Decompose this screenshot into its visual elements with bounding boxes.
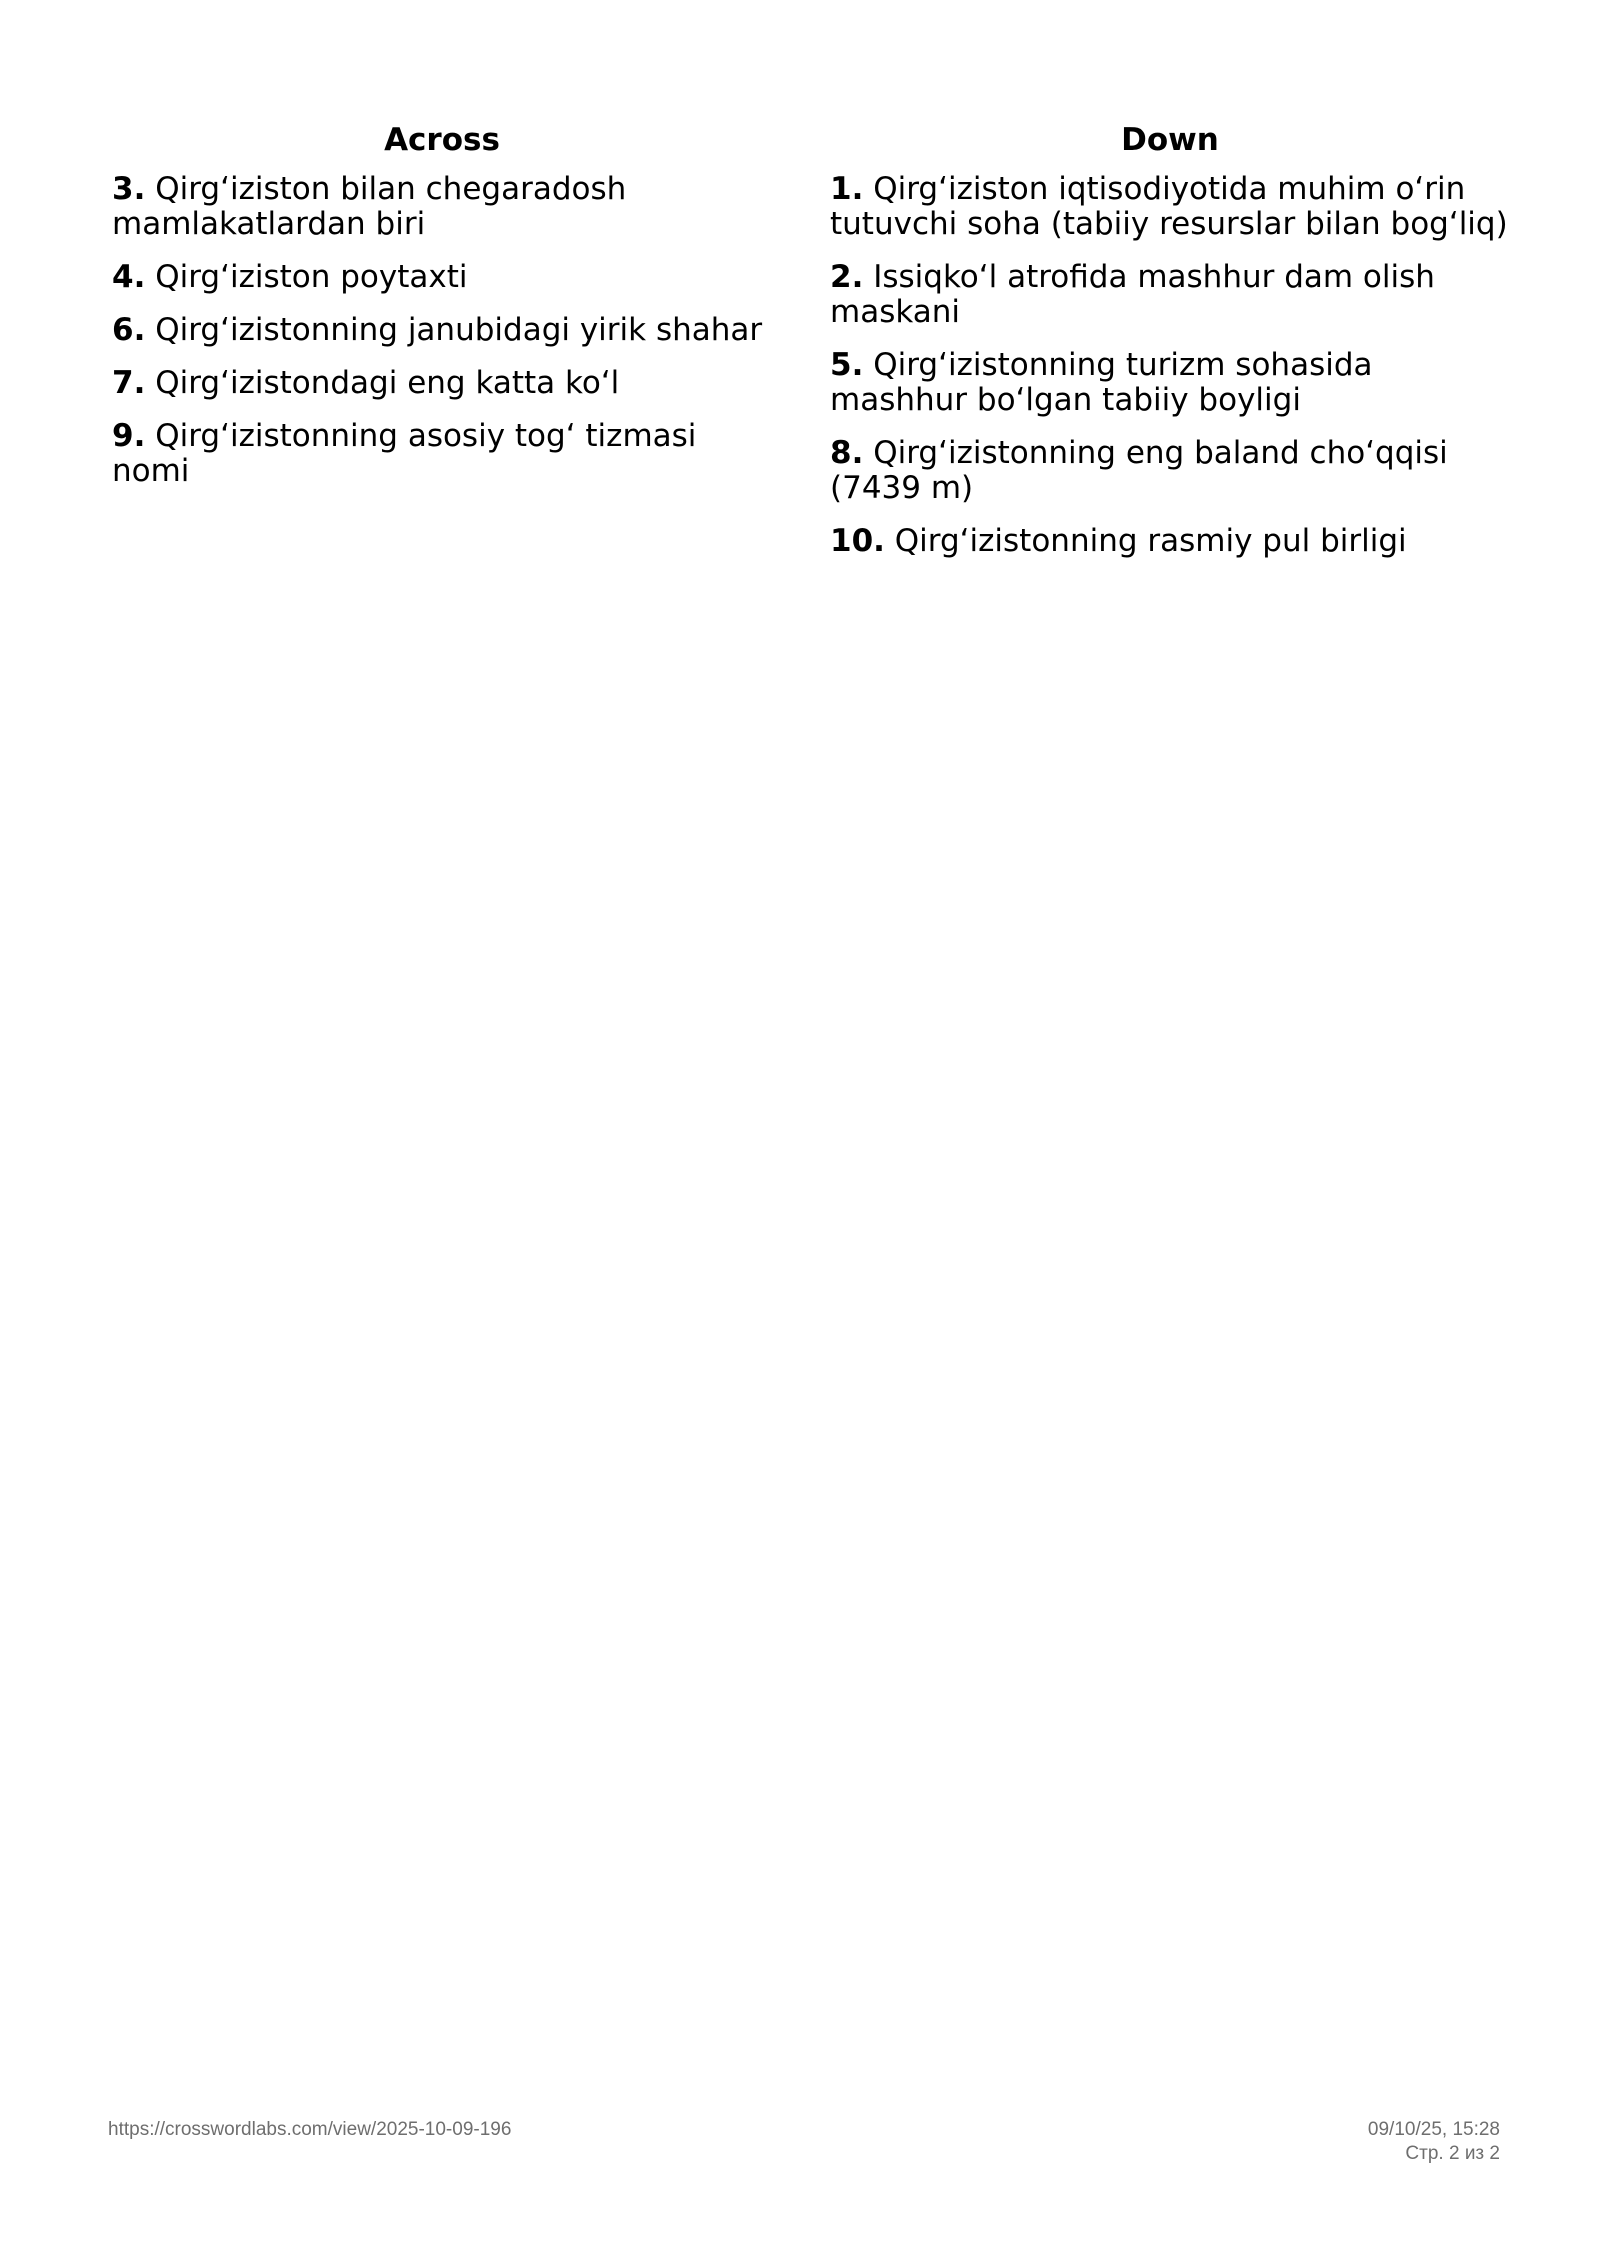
down-column xyxy=(830,118,1510,577)
across-column xyxy=(112,118,772,507)
clue-number: 9. xyxy=(112,418,146,454)
clue-number: 10. xyxy=(830,523,885,559)
clue-text: Issiqko‘l atrofida mashhur dam olish maskani xyxy=(830,259,1435,330)
clue-number: 8. xyxy=(830,435,864,471)
clue-text: Qirg‘iziston poytaxti xyxy=(155,259,468,295)
clue-text: Qirg‘izistonning rasmiy pul birligi xyxy=(894,523,1407,559)
clue-text: Qirg‘iziston bilan chegaradosh mamlakatlardan biri xyxy=(112,171,627,242)
clue-number: 3. xyxy=(112,171,146,207)
down-clue xyxy=(830,260,1510,330)
clue-text: Qirg‘iziston iqtisodiyotida muhim o‘rin tutuvchi soha (tabiiy resurslar bilan bog‘liq) xyxy=(830,171,1508,242)
clue-text: Qirg‘izistonning asosiy tog‘ tizmasi nomi xyxy=(112,418,697,489)
down-clue xyxy=(830,436,1510,506)
across-clue xyxy=(112,260,772,295)
down-clue xyxy=(830,524,1510,559)
clue-number: 6. xyxy=(112,312,146,348)
down-clue xyxy=(830,172,1510,242)
footer-datetime: 09/10/25, 15:28 xyxy=(1367,2119,1500,2140)
across-heading: Across xyxy=(384,122,500,158)
clue-number: 5. xyxy=(830,347,864,383)
footer-page-number: Стр. 2 из 2 xyxy=(1405,2143,1500,2164)
clue-text: Qirg‘izistonning janubidagi yirik shahar xyxy=(155,312,763,348)
clue-text: Qirg‘izistonning turizm sohasida mashhur bo‘lgan tabiiy boyligi xyxy=(830,347,1373,418)
clue-number: 4. xyxy=(112,259,146,295)
clue-number: 7. xyxy=(112,365,146,401)
across-clue xyxy=(112,172,772,242)
down-heading: Down xyxy=(1121,122,1219,158)
clue-number: 2. xyxy=(830,259,864,295)
across-clue xyxy=(112,313,772,348)
across-clue xyxy=(112,366,772,401)
across-clue xyxy=(112,419,772,489)
clue-text: Qirg‘izistondagi eng katta ko‘l xyxy=(155,365,620,401)
footer-url: https://crosswordlabs.com/view/2025-10-09-196 xyxy=(108,2119,512,2140)
down-clue xyxy=(830,348,1510,418)
clue-text: Qirg‘izistonning eng baland cho‘qqisi (7439 m) xyxy=(830,435,1448,506)
clue-number: 1. xyxy=(830,171,864,207)
footer-meta xyxy=(1368,2118,1500,2166)
